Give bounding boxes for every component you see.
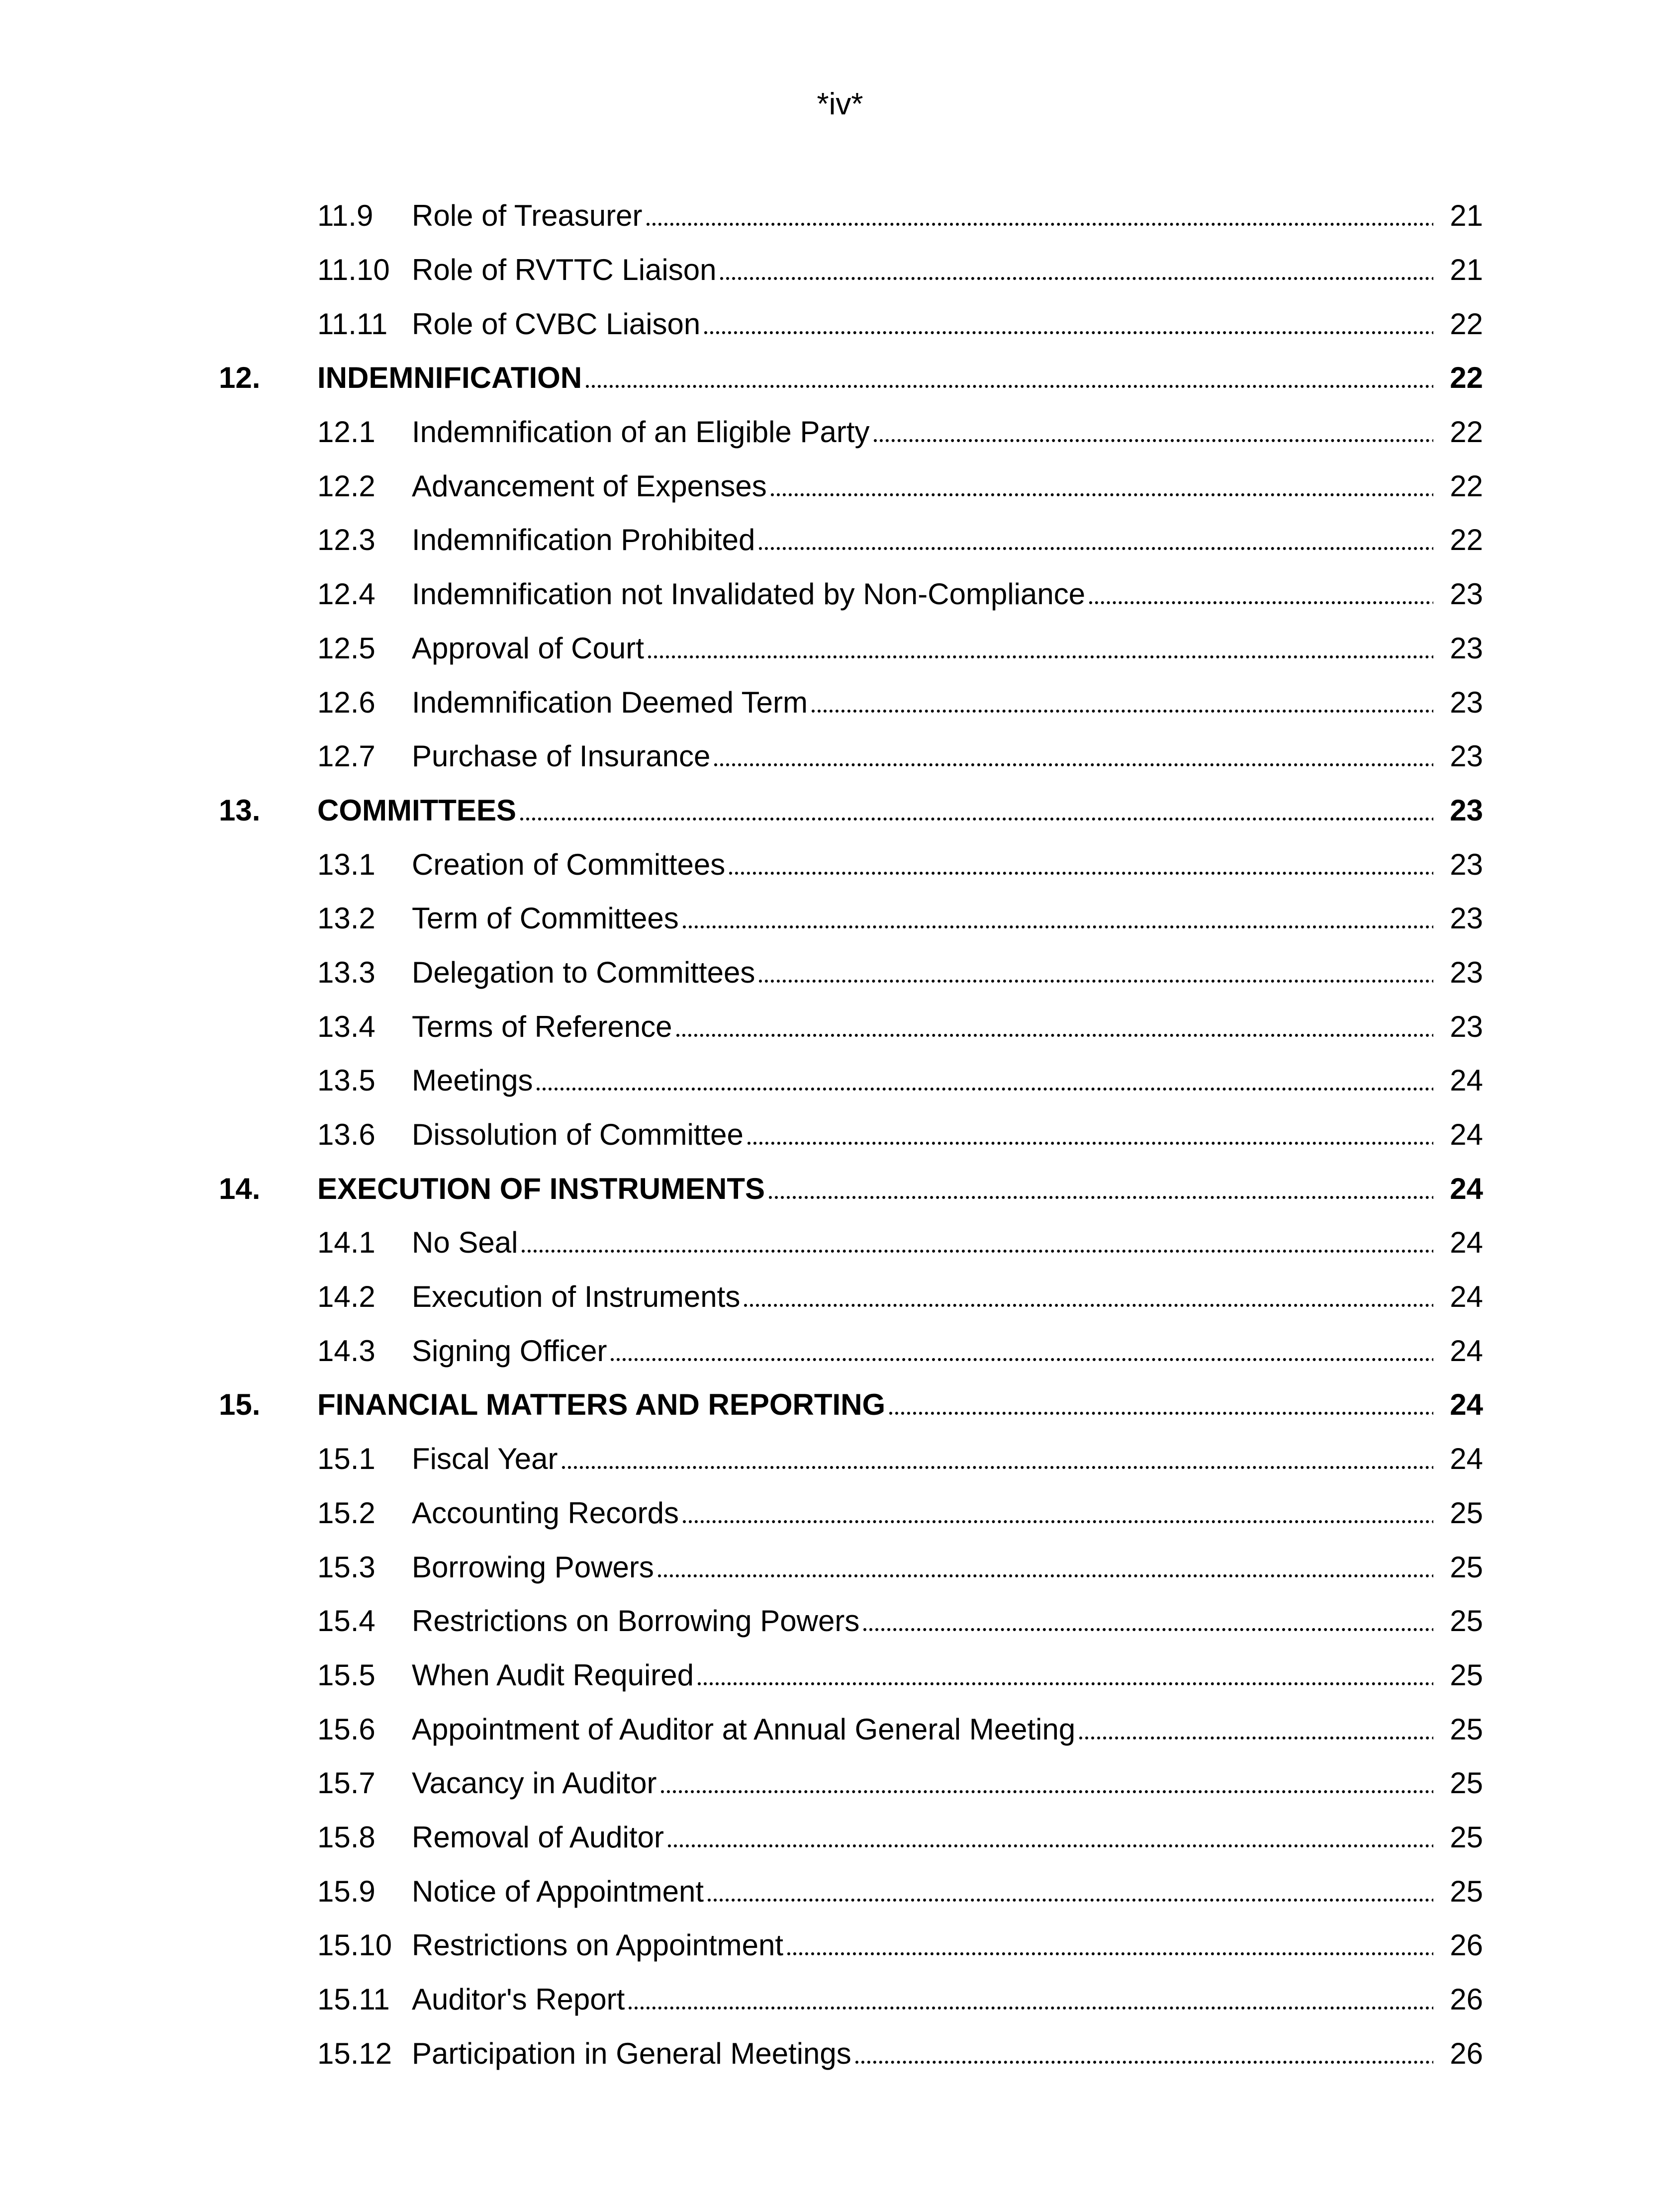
toc-entry-title-group (412, 683, 1483, 723)
toc-entry-number: 13.5 (317, 1064, 375, 1097)
toc-entry-title: Advancement of Expenses (412, 469, 767, 503)
toc-entry-title: Notice of Appointment (412, 1874, 704, 1908)
toc-entry-title: Accounting Records (412, 1496, 679, 1530)
toc-entry-title: Delegation to Committees (412, 955, 755, 989)
toc-entry-title-group (412, 1223, 1483, 1263)
dot-leader (704, 331, 1483, 334)
toc-entry-number: 13.1 (317, 847, 375, 881)
toc-entry-title: FINANCIAL MATTERS AND REPORTING (317, 1388, 886, 1422)
dot-leader (729, 872, 1483, 875)
toc-entry-title: Dissolution of Committee (412, 1118, 744, 1152)
toc-entry-number: 15.7 (317, 1766, 375, 1800)
toc-entry-page: 21 (1433, 196, 1483, 236)
toc-subsection-entry[interactable] (0, 189, 1680, 243)
toc-entry-number: 15.3 (317, 1550, 375, 1584)
toc-entry-title-group (412, 520, 1483, 560)
toc-entry-number: 14. (219, 1172, 261, 1205)
dot-leader (676, 1034, 1483, 1037)
toc-entry-title: Role of RVTTC Liaison (412, 253, 717, 287)
toc-entry-page: 25 (1433, 1872, 1483, 1912)
toc-entry-page: 23 (1433, 574, 1483, 614)
toc-entry-number: 12.5 (317, 631, 375, 665)
toc-entry-page: 25 (1433, 1763, 1483, 1803)
toc-entry-page: 25 (1433, 1548, 1483, 1587)
toc-entry-number: 14.2 (317, 1280, 375, 1314)
dot-leader (1089, 601, 1483, 604)
toc-subsection-entry[interactable] (0, 243, 1680, 297)
dot-leader (647, 223, 1483, 226)
toc-entry-title: INDEMNIFICATION (317, 361, 582, 395)
toc-entry-number: 11.10 (317, 253, 390, 287)
toc-entry-title: Creation of Committees (412, 847, 726, 881)
toc-entry-page: 23 (1433, 1007, 1483, 1047)
toc-subsection-entry[interactable] (0, 1594, 1680, 1648)
toc-entry-title-group (412, 845, 1483, 885)
toc-entry-title: COMMITTEES (317, 793, 516, 827)
toc-entry-page: 23 (1433, 845, 1483, 885)
dot-leader (683, 925, 1483, 928)
dot-leader (520, 818, 1483, 821)
toc-entry-page: 22 (1433, 358, 1483, 398)
dot-leader (648, 655, 1483, 658)
toc-entry-title-group (412, 1277, 1483, 1317)
toc-entry-title-group (317, 1169, 1483, 1209)
toc-entry-number: 15.12 (317, 2036, 392, 2070)
toc-subsection-entry[interactable] (0, 513, 1680, 567)
toc-subsection-entry[interactable] (0, 1486, 1680, 1541)
toc-entry-title: Borrowing Powers (412, 1550, 654, 1584)
toc-entry-title-group (412, 899, 1483, 938)
toc-entry-title-group (412, 1007, 1483, 1047)
toc-subsection-entry[interactable] (0, 1540, 1680, 1594)
toc-entry-title: Indemnification Deemed Term (412, 685, 808, 719)
toc-entry-number: 15.2 (317, 1496, 375, 1530)
toc-subsection-entry[interactable] (0, 1000, 1680, 1054)
toc-entry-title-group (412, 1710, 1483, 1749)
toc-subsection-entry[interactable] (0, 1648, 1680, 1703)
toc-subsection-entry[interactable] (0, 1108, 1680, 1162)
toc-entry-number: 12.1 (317, 415, 375, 449)
toc-entry-title-group (317, 791, 1483, 830)
toc-subsection-entry[interactable] (0, 946, 1680, 1000)
dot-leader (787, 1952, 1483, 1955)
toc-entry-page: 23 (1433, 736, 1483, 776)
toc-subsection-entry[interactable] (0, 1054, 1680, 1108)
dot-leader (668, 1844, 1483, 1847)
dot-leader (769, 1196, 1483, 1199)
toc-entry-title: Terms of Reference (412, 1009, 672, 1043)
toc-entry-page: 25 (1433, 1655, 1483, 1695)
toc-entry-title: Indemnification of an Eligible Party (412, 415, 870, 449)
toc-entry-number: 15.5 (317, 1658, 375, 1692)
dot-leader (522, 1250, 1483, 1253)
toc-entry-title-group (412, 1331, 1483, 1371)
toc-entry-number: 15.6 (317, 1712, 375, 1746)
toc-entry-number: 13.4 (317, 1009, 375, 1043)
toc-entry-title-group (412, 250, 1483, 290)
toc-entry-title: Approval of Court (412, 631, 644, 665)
toc-entry-page: 24 (1433, 1061, 1483, 1100)
toc-subsection-entry[interactable] (0, 675, 1680, 730)
toc-subsection-entry[interactable] (0, 1973, 1680, 2027)
toc-entry-title-group (412, 736, 1483, 776)
dot-leader (889, 1412, 1483, 1415)
dot-leader (771, 493, 1483, 496)
toc-entry-page: 22 (1433, 412, 1483, 452)
toc-entry-title: EXECUTION OF INSTRUMENTS (317, 1172, 765, 1205)
toc-section-entry[interactable] (0, 1162, 1680, 1216)
toc-entry-number: 12.7 (317, 739, 375, 773)
toc-entry-title-group (412, 1115, 1483, 1155)
toc-entry-page: 23 (1433, 683, 1483, 723)
toc-section-entry[interactable] (0, 784, 1680, 838)
toc-subsection-entry[interactable] (0, 837, 1680, 892)
dot-leader (759, 547, 1483, 550)
toc-entry-page: 26 (1433, 1980, 1483, 2019)
dot-leader (714, 763, 1483, 766)
toc-entry-number: 13.3 (317, 955, 375, 989)
toc-entry-title-group (412, 1439, 1483, 1479)
toc-subsection-entry[interactable] (0, 1270, 1680, 1324)
toc-entry-title-group (412, 196, 1483, 236)
toc-entry-number: 12.4 (317, 577, 375, 611)
toc-entry-number: 12.2 (317, 469, 375, 503)
dot-leader (611, 1358, 1483, 1361)
toc-entry-page: 25 (1433, 1601, 1483, 1641)
toc-entry-title-group (412, 1818, 1483, 1857)
toc-subsection-entry[interactable] (0, 1216, 1680, 1270)
toc-subsection-entry[interactable] (0, 1324, 1680, 1378)
toc-entry-page: 24 (1433, 1223, 1483, 1263)
dot-leader (661, 1790, 1483, 1793)
toc-entry-number: 15.8 (317, 1820, 375, 1854)
toc-subsection-entry[interactable] (0, 1432, 1680, 1486)
toc-entry-number: 12.6 (317, 685, 375, 719)
toc-subsection-entry[interactable] (0, 459, 1680, 513)
toc-entry-title-group (412, 1548, 1483, 1587)
toc-entry-title-group (412, 1061, 1483, 1100)
toc-entry-page: 23 (1433, 899, 1483, 938)
dot-leader (863, 1628, 1483, 1631)
toc-subsection-entry[interactable] (0, 1811, 1680, 1865)
toc-entry-title: Removal of Auditor (412, 1820, 664, 1854)
dot-leader (874, 439, 1483, 442)
toc-entry-title-group (412, 1655, 1483, 1695)
toc-entry-title: Indemnification Prohibited (412, 523, 755, 557)
toc-entry-number: 14.3 (317, 1334, 375, 1368)
toc-entry-number: 11.11 (317, 307, 388, 341)
toc-entry-title-group (412, 1872, 1483, 1912)
dot-leader (1079, 1736, 1483, 1739)
toc-entry-page: 24 (1433, 1385, 1483, 1425)
toc-entry-number: 13.6 (317, 1118, 375, 1152)
toc-subsection-entry[interactable] (0, 1864, 1680, 1918)
dot-leader (658, 1574, 1483, 1577)
toc-entry-page: 24 (1433, 1439, 1483, 1479)
toc-entry-page: 23 (1433, 629, 1483, 668)
toc-entry-title-group (412, 629, 1483, 668)
toc-entry-number: 12.3 (317, 523, 375, 557)
dot-leader (683, 1520, 1483, 1523)
toc-entry-number: 13. (219, 793, 261, 827)
toc-entry-title: No Seal (412, 1226, 518, 1260)
dot-leader (586, 385, 1483, 388)
dot-leader (812, 710, 1483, 713)
toc-entry-title-group (412, 953, 1483, 993)
toc-entry-page: 26 (1433, 2034, 1483, 2074)
toc-entry-title: Meetings (412, 1064, 533, 1097)
toc-entry-title: Vacancy in Auditor (412, 1766, 657, 1800)
toc-entry-number: 14.1 (317, 1226, 375, 1260)
toc-entry-title-group (412, 412, 1483, 452)
dot-leader (720, 277, 1483, 280)
toc-entry-title-group (412, 466, 1483, 506)
toc-entry-page: 21 (1433, 250, 1483, 290)
toc-subsection-entry[interactable] (0, 567, 1680, 622)
toc-entry-page: 24 (1433, 1169, 1483, 1209)
dot-leader (855, 2061, 1483, 2064)
toc-entry-page: 25 (1433, 1493, 1483, 1533)
toc-entry-title: Restrictions on Appointment (412, 1928, 784, 1962)
toc-entry-page: 25 (1433, 1710, 1483, 1749)
toc-subsection-entry[interactable] (0, 622, 1680, 676)
toc-subsection-entry[interactable] (0, 405, 1680, 459)
toc-entry-number: 12. (219, 361, 261, 395)
toc-entry-title: Signing Officer (412, 1334, 607, 1368)
toc-entry-number: 15.10 (317, 1928, 392, 1962)
toc-entry-page: 22 (1433, 466, 1483, 506)
toc-entry-title: Execution of Instruments (412, 1280, 741, 1314)
toc-entry-page: 25 (1433, 1818, 1483, 1857)
toc-subsection-entry[interactable] (0, 2026, 1680, 2081)
toc-entry-title-group (317, 358, 1483, 398)
toc-entry-title-group (317, 1385, 1483, 1425)
toc-entry-title-group (412, 1980, 1483, 2019)
toc-entry-page: 22 (1433, 520, 1483, 560)
toc-entry-title: Role of CVBC Liaison (412, 307, 701, 341)
toc-entry-page: 24 (1433, 1331, 1483, 1371)
toc-entry-number: 15. (219, 1388, 261, 1422)
toc-entry-title-group (412, 574, 1483, 614)
toc-entry-title: Participation in General Meetings (412, 2036, 851, 2070)
toc-entry-number: 15.9 (317, 1874, 375, 1908)
toc-entry-number: 15.1 (317, 1442, 375, 1476)
toc-subsection-entry[interactable] (0, 297, 1680, 351)
toc-entry-title: Appointment of Auditor at Annual General Meeting (412, 1712, 1076, 1746)
toc-entry-title: Role of Treasurer (412, 199, 643, 233)
toc-entry-page: 24 (1433, 1277, 1483, 1317)
toc-entry-number: 13.2 (317, 902, 375, 935)
dot-leader (708, 1899, 1483, 1902)
toc-section-entry[interactable] (0, 1378, 1680, 1432)
toc-entry-title: Indemnification not Invalidated by Non-Compliance (412, 577, 1086, 611)
toc-subsection-entry[interactable] (0, 1918, 1680, 1973)
dot-leader (759, 980, 1483, 983)
toc-entry-title-group (412, 2034, 1483, 2074)
toc-entry-page: 26 (1433, 1925, 1483, 1965)
toc-section-entry[interactable] (0, 351, 1680, 405)
toc-entry-title: Fiscal Year (412, 1442, 558, 1476)
dot-leader (744, 1304, 1483, 1307)
dot-leader (698, 1682, 1483, 1685)
toc-entry-number: 15.4 (317, 1604, 375, 1638)
toc-entry-title: When Audit Required (412, 1658, 694, 1692)
toc-entry-title-group (412, 1763, 1483, 1803)
toc-subsection-entry[interactable] (0, 730, 1680, 784)
dot-leader (562, 1466, 1484, 1469)
dot-leader (537, 1088, 1483, 1091)
toc-entry-title: Term of Committees (412, 902, 679, 935)
toc-entry-page: 22 (1433, 304, 1483, 344)
toc-entry-title: Restrictions on Borrowing Powers (412, 1604, 860, 1638)
table-of-contents (0, 189, 1680, 2081)
toc-entry-title: Auditor's Report (412, 1983, 625, 2016)
toc-entry-number: 15.11 (317, 1983, 390, 2016)
toc-entry-title-group (412, 1493, 1483, 1533)
toc-subsection-entry[interactable] (0, 1756, 1680, 1811)
toc-entry-title: Purchase of Insurance (412, 739, 711, 773)
toc-entry-title-group (412, 1925, 1483, 1965)
toc-subsection-entry[interactable] (0, 1702, 1680, 1756)
toc-subsection-entry[interactable] (0, 892, 1680, 946)
page-number: *iv* (817, 87, 863, 121)
dot-leader (629, 2007, 1483, 2009)
toc-entry-title-group (412, 1601, 1483, 1641)
toc-entry-number: 11.9 (317, 199, 373, 233)
toc-entry-title-group (412, 304, 1483, 344)
toc-entry-page: 24 (1433, 1115, 1483, 1155)
dot-leader (747, 1142, 1483, 1145)
toc-entry-page: 23 (1433, 791, 1483, 830)
toc-entry-page: 23 (1433, 953, 1483, 993)
